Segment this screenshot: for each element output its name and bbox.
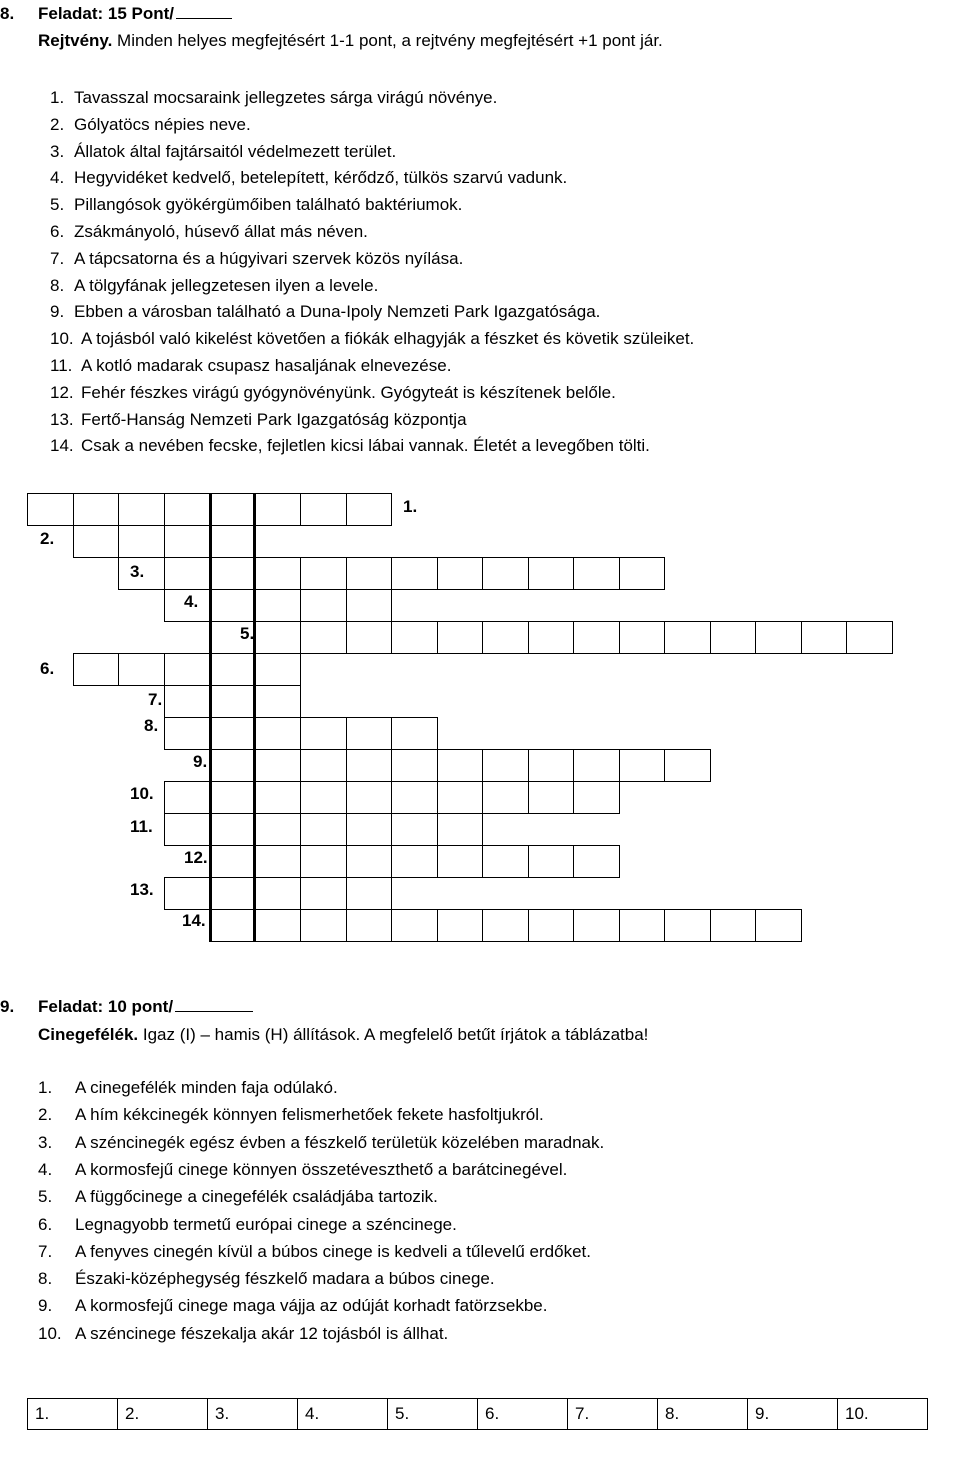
crossword-cell[interactable] — [346, 909, 393, 942]
solution-cell[interactable] — [209, 813, 256, 846]
crossword-cell[interactable] — [619, 909, 666, 942]
crossword-cell[interactable] — [164, 877, 211, 910]
crossword-cell[interactable] — [164, 813, 211, 846]
crossword-cell[interactable] — [619, 749, 666, 782]
task8-title — [38, 4, 232, 24]
solution-cell[interactable] — [209, 877, 256, 910]
crossword-cell[interactable] — [346, 621, 393, 654]
statement-number: 6. — [38, 1214, 53, 1234]
crossword-cell[interactable] — [528, 845, 575, 878]
solution-cell[interactable] — [209, 493, 256, 526]
crossword-row-label: 12. — [184, 848, 208, 867]
solution-cell[interactable] — [209, 525, 256, 558]
crossword-cell[interactable] — [300, 749, 347, 782]
statement-number: 7. — [38, 1241, 53, 1261]
crossword-cell[interactable] — [846, 621, 893, 654]
crossword-cell[interactable] — [255, 813, 302, 846]
crossword-cell[interactable] — [346, 589, 393, 622]
statement-number: 9. — [38, 1296, 53, 1316]
solution-cell[interactable] — [209, 653, 256, 686]
crossword-cell[interactable] — [300, 877, 347, 910]
crossword-cell[interactable] — [528, 621, 575, 654]
crossword-cell[interactable] — [482, 621, 529, 654]
crossword-cell[interactable] — [528, 557, 575, 590]
crossword-cell[interactable] — [391, 717, 438, 750]
clue-text: A tojásból való kikelést követően a fiókák elhagyják a fészket és követik szüleiket. — [81, 329, 695, 349]
statement-number: 8. — [38, 1269, 53, 1289]
answer-cell[interactable]: 5. — [388, 1399, 478, 1430]
crossword-cell[interactable] — [573, 845, 620, 878]
statement-text: A széncinege fészekalja akár 12 tojásból is állhat. — [75, 1323, 449, 1343]
score-blank[interactable] — [175, 997, 253, 1012]
crossword-row-label: 1. — [403, 497, 418, 516]
crossword-cell[interactable] — [27, 493, 74, 526]
clue-text: Fertő-Hanság Nemzeti Park Igazgatóság központja — [81, 409, 467, 429]
crossword-cell[interactable] — [482, 781, 529, 814]
crossword-row-label: 4. — [184, 592, 199, 611]
task8-subtitle-rest: Minden helyes megfejtésért 1-1 pont, a rejtvény megfejtésért +1 pont jár. — [112, 31, 663, 50]
clue-text: A tápcsatorna és a húgyivari szervek közös nyílása. — [74, 248, 464, 268]
crossword-cell[interactable] — [255, 685, 302, 718]
clue-text: Csak a nevében fecske, fejletlen kicsi lábai vannak. Életét a levegőben tölti. — [81, 436, 650, 456]
clue-number: 8. — [50, 275, 65, 295]
crossword-cell[interactable] — [573, 621, 620, 654]
task9-title-text: Feladat: 10 pont/ — [38, 997, 174, 1016]
crossword-cell[interactable] — [437, 845, 484, 878]
crossword-cell[interactable] — [573, 749, 620, 782]
crossword-cell[interactable] — [346, 717, 393, 750]
answer-cell[interactable]: 1. — [28, 1399, 118, 1430]
answer-row — [28, 1399, 928, 1430]
solution-cell[interactable] — [209, 749, 256, 782]
clue-number: 4. — [50, 168, 65, 188]
clue-text: A tölgyfának jellegzetesen ilyen a levele. — [74, 275, 379, 295]
task8-subtitle — [38, 31, 663, 51]
crossword-cell[interactable] — [255, 717, 302, 750]
answer-table — [27, 1398, 928, 1430]
clue-text: Pillangósok gyökérgümőiben található baktériumok. — [74, 195, 463, 215]
crossword-row-label: 6. — [40, 659, 55, 678]
statement-number: 1. — [38, 1078, 53, 1097]
statement-number: 2. — [38, 1105, 53, 1125]
clue-number: 2. — [50, 114, 65, 134]
answer-cell[interactable]: 9. — [748, 1399, 838, 1430]
crossword-cell[interactable] — [255, 781, 302, 814]
crossword-row-label: 9. — [193, 752, 208, 771]
crossword-cell[interactable] — [346, 781, 393, 814]
statement-number: 3. — [38, 1132, 53, 1152]
crossword-cell[interactable] — [300, 781, 347, 814]
crossword-cell[interactable] — [346, 557, 393, 590]
solution-cell[interactable] — [209, 557, 256, 590]
crossword-cell[interactable] — [300, 589, 347, 622]
crossword-cell[interactable] — [528, 909, 575, 942]
crossword-cell[interactable] — [573, 557, 620, 590]
crossword-cell[interactable] — [528, 781, 575, 814]
crossword-cell[interactable] — [73, 525, 120, 558]
crossword-row-label: 13. — [130, 880, 154, 899]
clue-text: Hegyvidéket kedvelő, betelepített, kérődző, tülkös szarvú vadunk. — [74, 168, 568, 188]
statement-number: 10. — [38, 1323, 62, 1343]
solution-cell[interactable] — [209, 845, 256, 878]
crossword-cell[interactable] — [710, 909, 757, 942]
crossword-cell[interactable] — [164, 653, 211, 686]
crossword-cell[interactable] — [664, 909, 711, 942]
crossword-cell[interactable] — [437, 813, 484, 846]
crossword-cell[interactable] — [73, 653, 120, 686]
crossword-row-label: 2. — [40, 529, 55, 548]
crossword-cell[interactable] — [164, 781, 211, 814]
crossword-cell[interactable] — [300, 845, 347, 878]
answer-cell[interactable]: 4. — [298, 1399, 388, 1430]
task8-subtitle-bold: Rejtvény. — [38, 31, 113, 50]
crossword-cell[interactable] — [482, 749, 529, 782]
crossword-cell[interactable] — [710, 621, 757, 654]
crossword-cell[interactable] — [118, 493, 165, 526]
crossword-cell[interactable] — [619, 557, 666, 590]
statement-text: A széncinegék egész évben a fészkelő területük közelében maradnak. — [75, 1132, 605, 1152]
crossword-cell[interactable] — [255, 589, 302, 622]
task8-title-text: Feladat: 15 Pont/ — [38, 4, 175, 23]
crossword-cell[interactable] — [755, 909, 802, 942]
crossword-cell[interactable] — [482, 557, 529, 590]
clue-text: Tavasszal mocsaraink jellegzetes sárga virágú növénye. — [74, 88, 498, 107]
crossword-cell[interactable] — [619, 621, 666, 654]
task9-subtitle-bold: Cinegefélék. — [38, 1025, 139, 1044]
score-blank[interactable] — [176, 4, 232, 19]
crossword-cell[interactable] — [573, 909, 620, 942]
statement-text: A függőcinege a cinegefélék családjába tartozik. — [75, 1187, 438, 1207]
task9-title — [38, 997, 253, 1017]
crossword-row-label: 5. — [240, 624, 255, 643]
crossword-cell[interactable] — [300, 557, 347, 590]
crossword-cell[interactable] — [346, 845, 393, 878]
crossword-cell[interactable] — [437, 781, 484, 814]
crossword-cell[interactable] — [482, 909, 529, 942]
crossword-row-label: 8. — [144, 716, 159, 735]
crossword-cell[interactable] — [164, 557, 211, 590]
answer-cell[interactable]: 6. — [478, 1399, 568, 1430]
crossword-cell[interactable] — [164, 493, 211, 526]
crossword-cell[interactable] — [255, 557, 302, 590]
crossword-cell[interactable] — [255, 653, 302, 686]
clue-text: Zsákmányoló, húsevő állat más néven. — [74, 222, 368, 241]
answer-cell[interactable]: 10. — [838, 1399, 928, 1430]
crossword-cell[interactable] — [300, 621, 347, 654]
crossword-cell[interactable] — [391, 845, 438, 878]
crossword-cell[interactable] — [346, 813, 393, 846]
statement-text: A kormosfejű cinege maga vájja az odúját korhadt fatörzsekbe. — [75, 1296, 548, 1316]
clue-number: 5. — [50, 195, 65, 215]
clue-text: Gólyatöcs népies neve. — [74, 114, 251, 134]
crossword-row-label: 3. — [130, 562, 145, 581]
answer-cell[interactable]: 2. — [118, 1399, 208, 1430]
crossword-cell[interactable] — [437, 557, 484, 590]
task8-number: 8. — [0, 4, 15, 23]
crossword-cell[interactable] — [255, 845, 302, 878]
clue-number: 3. — [50, 141, 65, 161]
statement-text: A fenyves cinegén kívül a búbos cinege is kedveli a tűlevelű erdőket. — [75, 1241, 591, 1261]
clue-number: 10. — [50, 329, 74, 349]
crossword-cell[interactable] — [437, 909, 484, 942]
crossword-cell[interactable] — [437, 749, 484, 782]
crossword-cell[interactable] — [391, 621, 438, 654]
clue-text: Ebben a városban található a Duna-Ipoly Nemzeti Park Igazgatósága. — [74, 302, 601, 322]
clue-number: 13. — [50, 409, 74, 429]
clue-number: 6. — [50, 222, 65, 241]
crossword-cell[interactable] — [164, 717, 211, 750]
statement-number: 4. — [38, 1159, 53, 1179]
crossword-cell[interactable] — [528, 749, 575, 782]
crossword-cell[interactable] — [255, 493, 302, 526]
statement-text: A hím kékcinegék könnyen felismerhetőek fekete hasfoltjukról. — [75, 1105, 544, 1125]
task9-subtitle-rest: Igaz (I) – hamis (H) állítások. A megfelelő betűt írjátok a táblázatba! — [138, 1025, 649, 1044]
crossword-cell[interactable] — [346, 877, 393, 910]
crossword-cell[interactable] — [346, 493, 393, 526]
statement-text: Északi-középhegység fészkelő madara a búbos cinege. — [75, 1269, 495, 1289]
clue-text: Fehér fészkes virágú gyógynövényünk. Gyógyteát is készítenek belőle. — [81, 382, 616, 402]
solution-cell[interactable] — [209, 909, 256, 942]
crossword-cell[interactable] — [255, 749, 302, 782]
statement-text: A cinegefélék minden faja odúlakó. — [75, 1078, 338, 1097]
task9-subtitle — [38, 1025, 648, 1045]
statement-number: 5. — [38, 1187, 53, 1207]
clue-text: Állatok által fajtársaitól védelmezett terület. — [74, 141, 397, 161]
crossword-row-label: 11. — [130, 817, 153, 836]
crossword-cell[interactable] — [300, 909, 347, 942]
crossword-cell[interactable] — [664, 621, 711, 654]
clue-number: 1. — [50, 88, 65, 107]
crossword-cell[interactable] — [391, 557, 438, 590]
answer-cell[interactable]: 7. — [568, 1399, 658, 1430]
clue-number: 9. — [50, 302, 65, 322]
crossword-cell[interactable] — [755, 621, 802, 654]
crossword-cell[interactable] — [118, 653, 165, 686]
crossword-cell[interactable] — [300, 813, 347, 846]
crossword-cell[interactable] — [300, 493, 347, 526]
crossword-cell[interactable] — [482, 845, 529, 878]
crossword-cell[interactable] — [391, 813, 438, 846]
solution-cell[interactable] — [209, 685, 256, 718]
solution-cell[interactable] — [209, 781, 256, 814]
task9-number: 9. — [0, 997, 15, 1016]
crossword-cell[interactable] — [164, 685, 211, 718]
solution-cell[interactable] — [209, 589, 256, 622]
crossword-cell[interactable] — [664, 749, 711, 782]
crossword-cell[interactable] — [391, 749, 438, 782]
crossword-cell[interactable] — [801, 621, 848, 654]
statement-text: A kormosfejű cinege könnyen összetéveszthető a barátcinegével. — [75, 1159, 568, 1179]
crossword-cell[interactable] — [391, 909, 438, 942]
clue-number: 12. — [50, 382, 74, 402]
crossword-cell[interactable] — [255, 621, 302, 654]
crossword-cell[interactable] — [255, 877, 302, 910]
crossword-cell[interactable] — [437, 621, 484, 654]
crossword-cell[interactable] — [573, 781, 620, 814]
clue-number: 7. — [50, 248, 65, 268]
crossword-cell[interactable] — [300, 717, 347, 750]
crossword-row-label: 14. — [182, 911, 206, 930]
crossword-cell[interactable] — [164, 525, 211, 558]
solution-cell[interactable] — [209, 717, 256, 750]
clue-number: 14. — [50, 436, 74, 456]
answer-cell[interactable]: 3. — [208, 1399, 298, 1430]
clue-number: 11. — [50, 356, 73, 375]
crossword-cell[interactable] — [255, 909, 302, 942]
crossword-cell[interactable] — [73, 493, 120, 526]
crossword-row-label: 7. — [148, 690, 163, 709]
crossword-cell[interactable] — [346, 749, 393, 782]
crossword-row-label: 10. — [130, 784, 154, 803]
clue-text: A kotló madarak csupasz hasaljának elnevezése. — [81, 356, 452, 375]
answer-cell[interactable]: 8. — [658, 1399, 748, 1430]
crossword-cell[interactable] — [391, 781, 438, 814]
crossword-cell[interactable] — [118, 525, 165, 558]
statement-text: Legnagyobb termetű európai cinege a széncinege. — [75, 1214, 457, 1234]
